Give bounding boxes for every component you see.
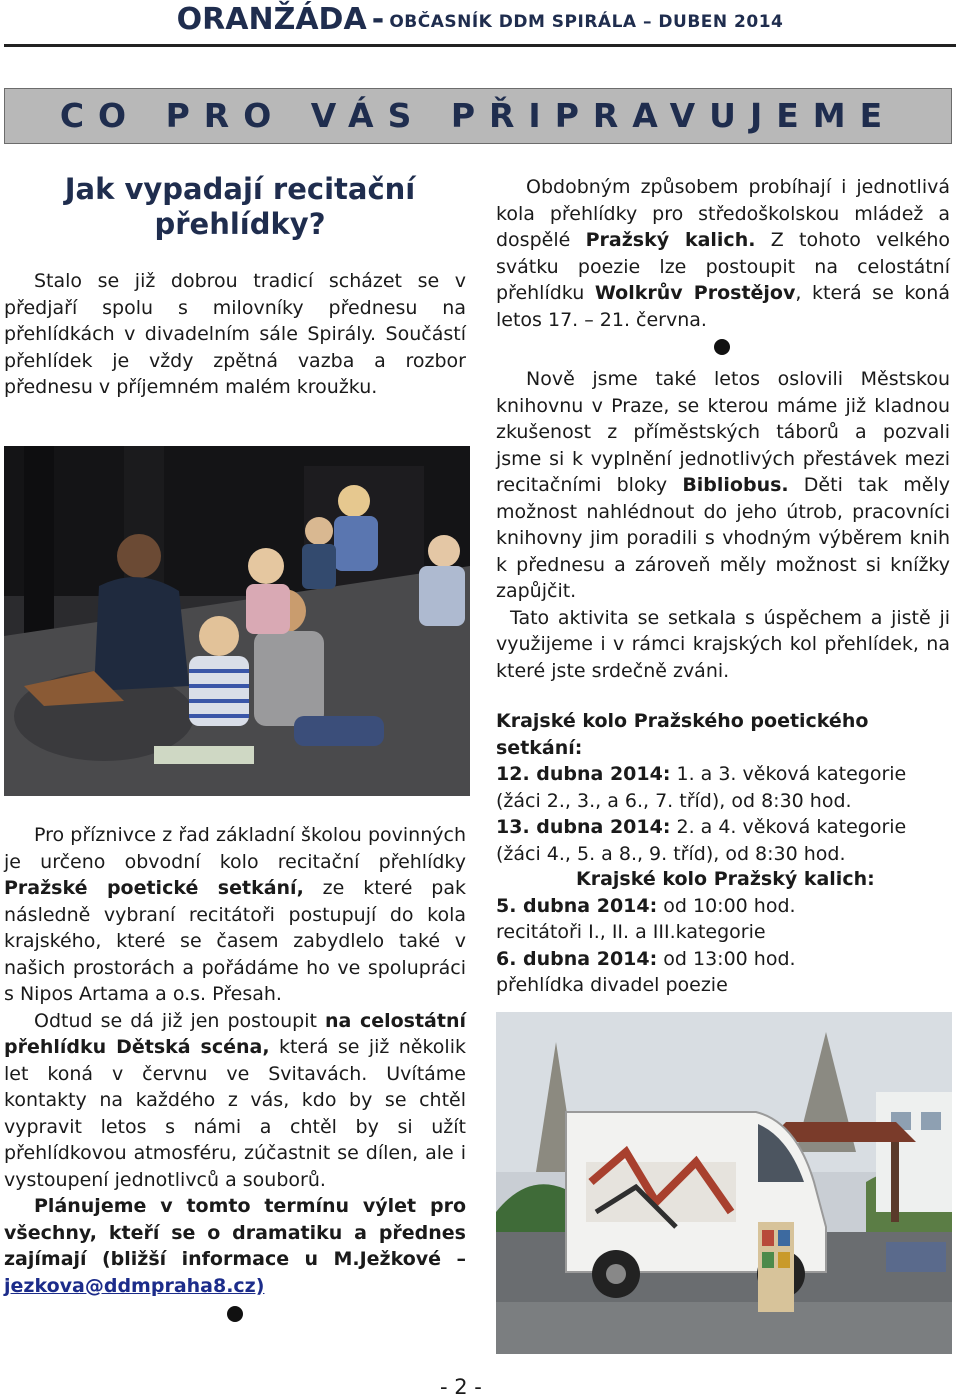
recitation-photo-illustration [4,446,470,796]
schedule-2-date-2-text: od 13:00 hod. [657,947,796,970]
bullet-separator [714,339,730,355]
schedule-poetic-meeting [496,708,952,867]
schedule-1-date-1-text: 1. a 3. věková kategorie (žáci 2., 3., a 6., 7. tříd), od 8:30 hod. [496,763,907,812]
masthead [0,0,960,46]
intro-paragraph [4,268,466,401]
bibliobus-photo [496,1012,952,1354]
paragraph-success: Tato aktivita se setkala s úspěchem a jistě ji využijeme i v rámci krajských kol přehlídek, na které jste srdečně zváni. [496,606,950,682]
header-rule [4,44,956,47]
right-column-text [496,174,950,333]
masthead-dash: - [371,2,385,37]
r-p2-end: Děti tak měly možnost nahlédnout do jeho útrob, pracovníci knihovny jim poradili s vhodným výběrem knih k přednesu a zároveň měly možnost si knížky zapůjčit. [496,474,950,602]
schedule-2-theatre: přehlídka divadel poezie [496,974,728,996]
schedule-2-date-1-text: od 10:00 hod. [657,894,796,917]
paragraph-kalich [496,174,950,333]
schedule-1-date-1-label: 12. dubna 2014: [496,763,671,785]
schedule-1-date-1 [496,761,952,814]
page-number: - 2 - [440,1375,482,1399]
schedule-2-date-2-label: 6. dubna 2014: [496,947,658,970]
article-title: Jak vypadají recitační přehlídky? [64,172,416,241]
paragraph-bibliobus [496,366,950,605]
p4-bold: Plánujeme v tomto termínu výlet pro všechny, kteří se o dramatiku a přednes zajímají (bližší informace u M.Ježkové – [4,1195,466,1270]
section-banner: CO PRO VÁS PŘIPRAVUJEME [4,88,952,144]
bibliobus-photo-illustration [496,1012,952,1354]
schedule-kalich [496,866,952,999]
schedule-2-heading: Krajské kolo Pražský kalich: [576,868,875,890]
r-p1-mid: Z tohoto velkého svátku poezie lze postoupit na celostátní přehlídku [496,229,951,304]
p3-start: Odtud se dá již jen postoupit [34,1009,325,1032]
paragraph-trip [4,1193,466,1299]
schedule-1-date-2 [496,814,952,867]
newsletter-name: ORANŽÁDA [176,2,367,37]
newsletter-subtitle: OBČASNÍK DDM SPIRÁLA – DUBEN 2014 [389,12,784,32]
intro-text: Stalo se již dobrou tradicí scházet se v předjaří spolu s milovníky přednesu na přehlídkách v divadelním sále Spirály. Součástí přehlídek je vždy zpětná vazba a rozbor přednesu v příjemném malém kroužku. [4,270,466,398]
r-p2-start: Nově jsme také letos oslovili Městskou knihovnu v Praze, se kterou máme již kladnou zkušenost z příměstských táborů a pozvali jsme si k vyplnění jednotlivých přestávek mezi recitačními bloky [496,368,950,496]
p2-bold: Pražské poetické setkání, [4,877,304,899]
p3-end: která se již několik let koná v červnu ve Svitavách. Uvítáme kontakty na každého z vás, kdo by se chtěl vypravit letos s námi a chtěl by si užít přehlídkovou atmosféru, zúčastnit se dílen, ale i vystoupení jednotlivců a souborů. [4,1036,466,1191]
p3-bold: na celostátní přehlídku Dětská scéna, [4,1009,466,1058]
p2-start: Pro příznivce z řad základní školou povinných je určeno obvodní kolo recitační přehlídky [4,824,466,873]
schedule-2-date-1 [496,893,952,920]
r-p1-start: Obdobným způsobem probíhají i jednotlivá kola přehlídky pro středoškolskou mládež a dospělé [496,176,950,251]
r-p2-bold: Bibliobus. [682,474,789,496]
schedule-2-date-1-label: 5. dubna 2014: [496,894,658,917]
paragraph-local-round [4,822,466,1008]
r-p1-bold2: Wolkrův Prostějov [594,282,796,304]
p2-end: ze které pak následně vybraní recitátoři postupují do kola krajského, které se časem zabydlelo také v našich prostorách a pořádáme ho ve spolupráci s Nipos Artama a o.s. Přesah. [4,877,466,1005]
r-p1-bold1: Pražský kalich. [585,229,756,251]
right-column-text-2 [496,366,950,684]
recitation-photo [4,446,470,796]
r-p1-end: , která se koná letos 17. – 21. června. [496,282,950,331]
paragraph-national-round [4,1008,466,1194]
schedule-2-date-2 [496,946,952,973]
email-link[interactable]: jezkova@ddmpraha8.cz) [4,1274,265,1297]
schedule-1-heading: Krajské kolo Pražského poetického setkání: [496,710,869,759]
bullet-end-left [227,1306,243,1322]
left-column-text [4,822,466,1299]
schedule-2-categories: recitátoři I., II. a III.kategorie [496,921,766,943]
schedule-1-date-2-text: 2. a 4. věková kategorie (žáci 4., 5. a 8., 9. tříd), od 8:30 hod. [496,816,907,865]
schedule-1-date-2-label: 13. dubna 2014: [496,816,671,838]
